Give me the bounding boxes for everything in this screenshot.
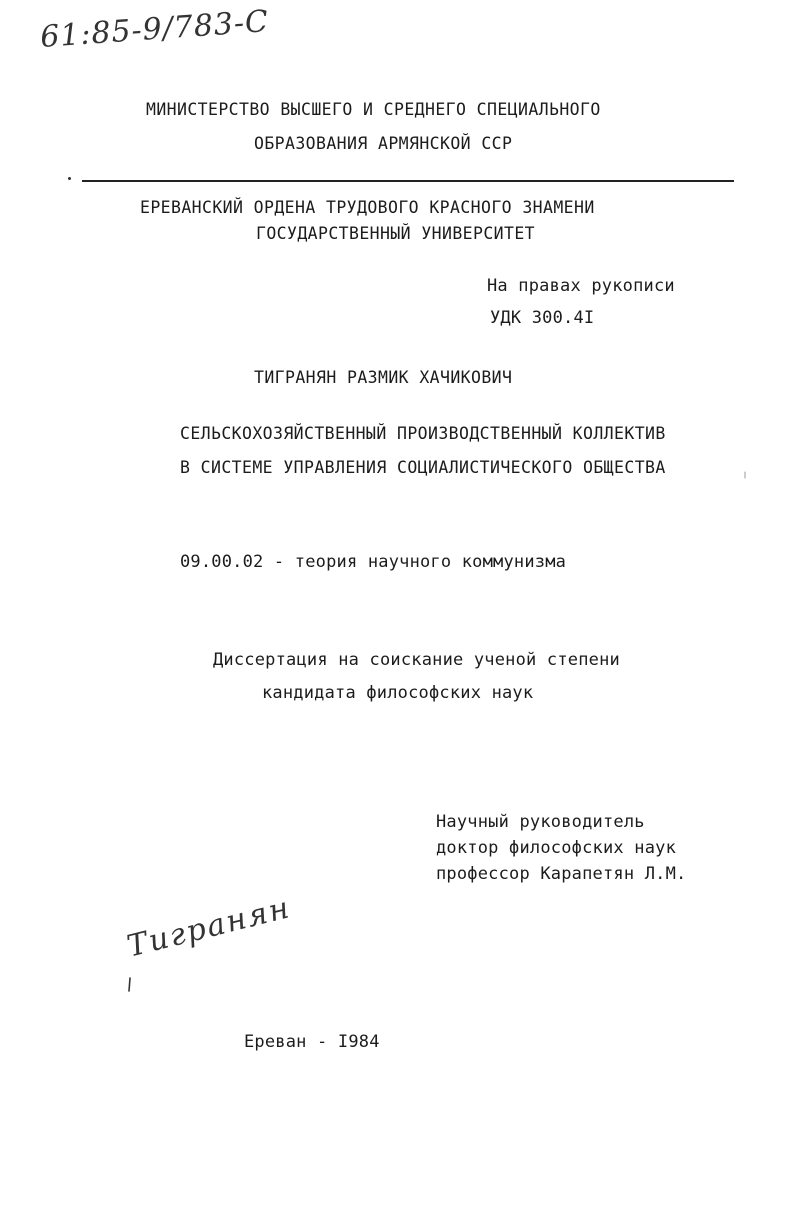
rights-notice: На правах рукописи: [487, 276, 675, 296]
udc-code: УДК 300.4I: [490, 308, 595, 328]
margin-dot: [68, 177, 71, 180]
ministry-line-2: ОБРАЗОВАНИЯ АРМЯНСКОЙ ССР: [254, 134, 513, 153]
supervisor-line-2: доктор философских наук: [436, 838, 677, 858]
handwritten-signature: Тигранян: [123, 890, 295, 965]
university-line-2: ГОСУДАРСТВЕННЫЙ УНИВЕРСИТЕТ: [256, 224, 536, 243]
specialty-code: 09.00.02 - теория научного коммунизма: [180, 552, 567, 572]
handwritten-shelfmark: 61:85-9/783-С: [39, 4, 271, 55]
ministry-line-1: МИНИСТЕРСТВО ВЫСШЕГО И СРЕДНЕГО СПЕЦИАЛЬНОГО: [146, 100, 601, 119]
university-line-1: ЕРЕВАНСКИЙ ОРДЕНА ТРУДОВОГО КРАСНОГО ЗНАМЕНИ: [140, 198, 595, 217]
header-divider: [82, 180, 734, 182]
title-line-1: СЕЛЬСКОХОЗЯЙСТВЕННЫЙ ПРОИЗВОДСТВЕННЫЙ КОЛЛЕКТИВ: [180, 424, 666, 443]
supervisor-line-3: профессор Карапетян Л.М.: [436, 864, 687, 884]
author-name: ТИГРАНЯН РАЗМИК ХАЧИКОВИЧ: [254, 368, 513, 387]
title-line-2: В СИСТЕМЕ УПРАВЛЕНИЯ СОЦИАЛИСТИЧЕСКОГО ОБЩЕСТВА: [180, 458, 666, 477]
supervisor-line-1: Научный руководитель: [436, 812, 645, 832]
degree-line-2: кандидата философских наук: [262, 683, 534, 703]
signature-tick-icon: [124, 975, 144, 995]
place-and-year: Ереван - I984: [244, 1032, 380, 1052]
speck-icon: [740, 470, 750, 490]
degree-line-1: Диссертация на соискание ученой степени: [213, 650, 620, 670]
